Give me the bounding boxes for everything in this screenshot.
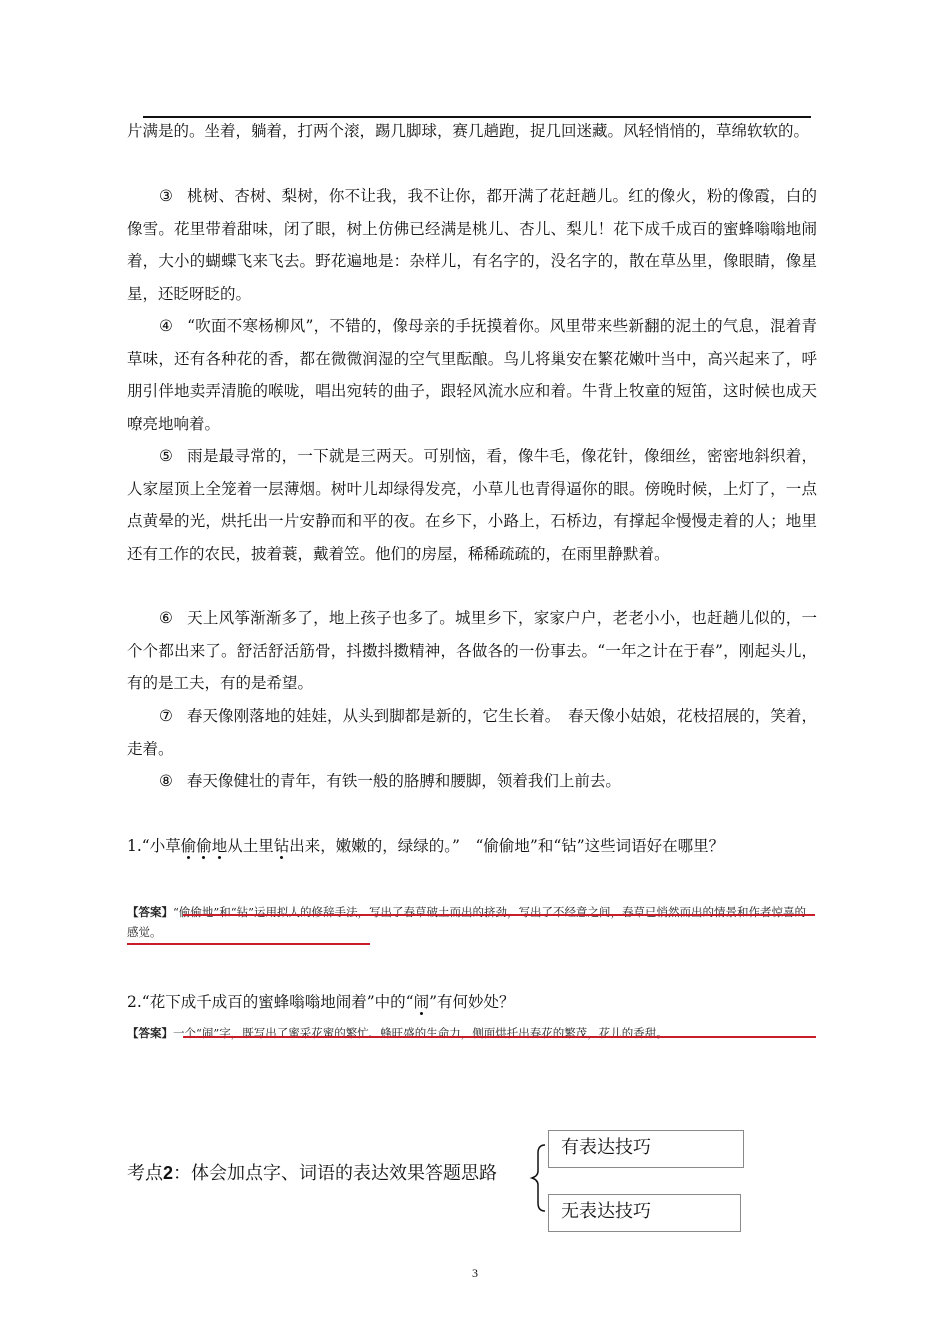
paragraph-2-continued: 片满是的。坐着，躺着，打两个滚，踢几脚球，赛几趟跑，捉几回迷藏。风轻悄悄的，草绵软软的。 — [127, 122, 810, 140]
kaodian-prefix: 考点 — [127, 1163, 163, 1184]
paragraph-number: ③ — [159, 187, 174, 205]
question-text: 出来，嫩嫩的，绿绿的。” “偷偷地”和“钻”这些词语好在哪里？ — [289, 837, 725, 855]
paragraph-3 — [127, 180, 817, 310]
paragraph-6 — [127, 602, 817, 700]
dotted-char: 钻 — [273, 837, 290, 855]
answer-2 — [127, 1023, 817, 1043]
answer-underline — [127, 943, 370, 945]
paragraph-8 — [127, 765, 817, 798]
question-2 — [127, 986, 817, 1018]
paragraph-number: ⑥ — [159, 609, 174, 627]
paragraph-number: ⑤ — [159, 447, 174, 465]
answer-underline — [183, 1036, 816, 1038]
dotted-char: 地 — [211, 837, 228, 855]
kaodian-text: ：体会加点字、词语的表达效果答题思路 — [173, 1163, 498, 1184]
question-text: ”有何妙处？ — [429, 993, 515, 1011]
paragraph-text: 桃树、杏树、梨树，你不让我，我不让你，都开满了花赶趟儿。红的像火，粉的像霞，白的像雪。花里带着甜味，闭了眼，树上仿佛已经满是桃儿、杏儿、梨儿！花下成千成百的蜜蜂嗡嗡地闹着，大小的蝴蝶飞来飞去。野花遍地是：杂样儿，有名字的，没名字的，散在草丛里，像眼睛，像星星，还眨呀眨的。 — [127, 187, 817, 303]
paragraph-number: ⑦ — [159, 707, 173, 725]
paragraph-4 — [127, 310, 817, 440]
paragraph-text: “吹面不寒杨柳风”，不错的，像母亲的手抚摸着你。风里带来些新翻的泥土的气息，混着青草味，还有各种花的香，都在微微润湿的空气里酝酿。鸟儿将巢安在繁花嫩叶当中，高兴起来了，呼朋引伴地卖弄清脆的喉咙，唱出宛转的曲子，跟轻风流水应和着。牛背上牧童的短笛，这时候也成天嘹亮地响着。 — [127, 317, 817, 433]
answer-tag: 【答案】 — [127, 1026, 173, 1040]
page-number: 3 — [472, 1266, 478, 1280]
kaodian-heading — [127, 1158, 497, 1189]
option-box-without-technique — [548, 1194, 741, 1232]
paragraph-number: ④ — [159, 317, 174, 335]
answer-1 — [127, 902, 817, 942]
paragraph-number: ⑧ — [159, 772, 173, 790]
paragraph-text: 天上风筝渐渐多了，地上孩子也多了。城里乡下，家家户户，老老小小，也赶趟儿似的，一个个都出来了。舒活舒活筋骨，抖擞抖擞精神，各做各的一份事去。“一年之计在于春”，刚起头儿，有的是工夫，有的是希望。 — [127, 609, 817, 692]
paragraph-5 — [127, 440, 817, 570]
dotted-char: 偷 — [196, 837, 212, 855]
question-text: 1.“小草 — [127, 837, 181, 855]
dotted-char: 偷 — [180, 837, 197, 855]
paragraph-text: 春天像健壮的青年，有铁一般的胳膊和腰脚，领着我们上前去。 — [186, 772, 621, 790]
answer-tag: 【答案】 — [127, 905, 173, 919]
option-label: 无表达技巧 — [561, 1201, 651, 1222]
option-box-with-technique — [548, 1130, 744, 1168]
paragraph-text: 雨是最寻常的，一下就是三两天。可别恼，看，像牛毛，像花针，像细丝，密密地斜织着，人家屋顶上全笼着一层薄烟。树叶儿却绿得发亮，小草儿也青得逼你的眼。傍晚时候，上灯了，一点点黄晕的光，烘托出一片安静而和平的夜。在乡下，小路上，石桥边，有撑起伞慢慢走着的人；地里还有工作的农民，披着蓑，戴着笠。他们的房屋，稀稀疏疏的，在雨里静默着。 — [127, 447, 817, 563]
question-1 — [127, 830, 817, 862]
kaodian-number: 2 — [163, 1163, 174, 1183]
brace-icon — [527, 1143, 549, 1213]
question-text: 从土里 — [227, 837, 274, 855]
answer-text: 一个“闹”字，既写出了蜜采花蜜的繁忙、蜂旺盛的生命力，侧面烘托出春花的繁茂，花儿的香甜。 — [173, 1026, 668, 1040]
question-text: 2.“花下成千成百的蜜蜂嗡嗡地闹着”中的“ — [127, 993, 414, 1011]
answer-underline — [183, 914, 815, 916]
paragraph-text: 春天像刚落地的娃娃，从头到脚都是新的，它生长着。 春天像小姑娘，花枝招展的，笑着，走着。 — [127, 707, 817, 758]
dotted-char: 闹 — [413, 993, 430, 1011]
answer-text: “偷偷地”和“钻”运用拟人的修辞手法，写出了春草破土而出的挤劲，写出了不经意之间，春草已悄然而出的情景和作者惊喜的感觉。 — [127, 905, 807, 939]
option-label: 有表达技巧 — [561, 1137, 651, 1158]
paragraph-7 — [127, 700, 817, 765]
